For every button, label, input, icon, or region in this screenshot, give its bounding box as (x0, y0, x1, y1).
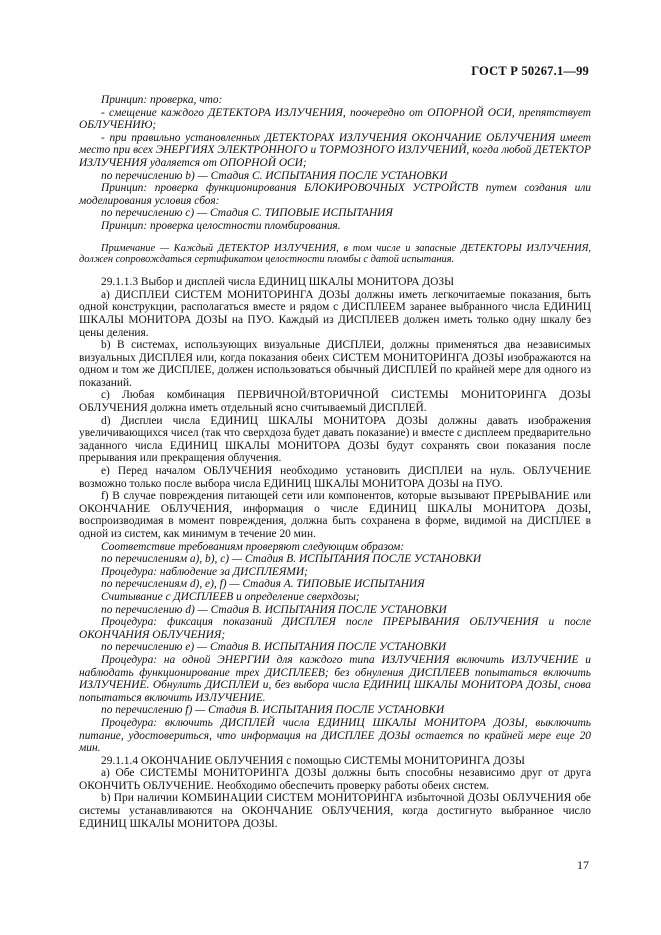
test-stage-line: по перечислениям d), е), f) — Стадия А. ТИПОВЫЕ ИСПЫТАНИЯ (101, 578, 425, 591)
document-body (79, 94, 591, 830)
test-stage-line: по перечислению d) — Стадия В. ИСПЫТАНИЯ ПОСЛЕ УСТАНОВКИ (101, 603, 447, 616)
procedure-line: Процедура: включить ДИСПЛЕЙ числа ЕДИНИЦ ШКАЛЫ МОНИТОРА ДОЗЫ, выключить питание, удостовериться, что информация на ДИСПЛЕЕ ДОЗЫ остается по крайней мере еще 20 мин. (79, 716, 591, 755)
principle-line: Принцип: проверка, что: (101, 94, 223, 106)
test-stage-line: по перечислению е) — Стадия В. ИСПЫТАНИЯ ПОСЛЕ УСТАНОВКИ (101, 641, 447, 654)
test-stage-line: по перечислению b) — Стадия С. ИСПЫТАНИЯ ПОСЛЕ УСТАНОВКИ (101, 169, 448, 182)
principle-line: Принцип: проверка функционирования БЛОКИРОВОЧНЫХ УСТРОЙСТВ путем создания или моделирования условия сбоя: (79, 182, 591, 207)
paragraph: f) В случае повреждения питающей сети или компонентов, которые вызывают ПРЕРЫВАНИЕ или ОКОНЧАНИЕ ОБЛУЧЕНИЯ, информация о числе ЕДИНИЦ ШКАЛЫ МОНИТОРА ДОЗЫ, воспроизводимая в момент повреждения, должна быть сохранена в форме, видимой на ДИСПЛЕЕ в одной из систем, как минимум в течение 20 мин. (79, 490, 591, 540)
document-header: ГОСТ Р 50267.1—99 (471, 64, 589, 78)
paragraph: b) При наличии КОМБИНАЦИИ СИСТЕМ МОНИТОРИНГА избыточной ДОЗЫ ОБЛУЧЕНИЯ обе системы устанавливаются на ОКОНЧАНИЕ ОБЛУЧЕНИЯ, когда достигнуто выбранное число ЕДИНИЦ ШКАЛЫ МОНИТОРА ДОЗЫ. (79, 792, 591, 830)
test-stage-line: по перечислению f) — Стадия В. ИСПЫТАНИЯ ПОСЛЕ УСТАНОВКИ (101, 704, 445, 717)
principle-item: - при правильно установленных ДЕТЕКТОРАХ ИЗЛУЧЕНИЯ ОКОНЧАНИЕ ОБЛУЧЕНИЯ имеет место при всех ЭНЕРГИЯХ ЭЛЕКТРОННОГО и ТОРМОЗНОГО ИЗЛУЧЕНИЙ, когда любой ДЕТЕКТОР ИЗЛУЧЕНИЯ удаляется от ОПОРНОЙ ОСИ; (79, 131, 591, 169)
paragraph: а) ДИСПЛЕИ СИСТЕМ МОНИТОРИНГА ДОЗЫ должны иметь легкочитаемые показания, быть одной конструкции, располагаться вместе и рядом с ДИСПЛЕЕМ заранее выбранного числа ЕДИНИЦ ШКАЛЫ МОНИТОРА ДОЗЫ на ПУО. Каждый из ДИСПЛЕЕВ должен иметь только одну шкалу без цены деления. (79, 288, 591, 339)
test-stage-line: по перечислению с) — Стадия С. ТИПОВЫЕ ИСПЫТАНИЯ (101, 207, 393, 220)
principle-line: Принцип: проверка целостности пломбирования. (101, 219, 341, 232)
note-paragraph: Примечание — Каждый ДЕТЕКТОР ИЗЛУЧЕНИЯ, в том числе и запасные ДЕТЕКТОРЫ ИЗЛУЧЕНИЯ, должен сопровождаться сертификатом целостности пломбы с датой испытания. (79, 242, 591, 266)
compliance-line: Соответствие требованиям проверяют следующим образом: (101, 540, 405, 553)
paragraph: d) Дисплеи числа ЕДИНИЦ ШКАЛЫ МОНИТОРА ДОЗЫ должны давать изображения увеличивающихся чисел (так что сверхдоза будет давать показание) и вместе с дисплеем предварительно заданного числа ЕДИНИЦ ШКАЛЫ МОНИТОРА ДОЗЫ будут сохранять свои показания после прерывания или прекращения облучения. (79, 414, 591, 465)
paragraph: b) В системах, использующих визуальные ДИСПЛЕИ, должны применяться два независимых визуальных ДИСПЛЕЯ или, когда показания обеих СИСТЕМ МОНИТОРИНГА ДОЗЫ изображаются на одном и том же ДИСПЛЕЕ, должен использоваться обычный ДИСПЛЕЙ по крайней мере для одного из показаний. (79, 339, 591, 389)
section-heading: 29.1.1.4 ОКОНЧАНИЕ ОБЛУЧЕНИЯ с помощью СИСТЕМЫ МОНИТОРИНГА ДОЗЫ (101, 754, 525, 767)
procedure-line: Считывание с ДИСПЛЕЕВ и определение сверхдозы; (101, 590, 360, 603)
procedure-line: Процедура: наблюдение за ДИСПЛЕЯМИ; (101, 565, 308, 578)
paragraph: с) Любая комбинация ПЕРВИЧНОЙ/ВТОРИЧНОЙ СИСТЕМЫ МОНИТОРИНГА ДОЗЫ ОБЛУЧЕНИЯ должна иметь отдельный ясно считываемый ДИСПЛЕЙ. (79, 389, 591, 415)
paragraph: е) Перед началом ОБЛУЧЕНИЯ необходимо установить ДИСПЛЕИ на нуль. ОБЛУЧЕНИЕ возможно только после выбора числа ЕДИНИЦ ШКАЛЫ МОНИТОРА ДОЗЫ на ПУО. (79, 465, 591, 490)
procedure-line: Процедура: на одной ЭНЕРГИИ для каждого типа ИЗЛУЧЕНИЯ включить ИЗЛУЧЕНИЕ и наблюдать функционирование трех ДИСПЛЕЕВ; без обнуления ДИСПЛЕЕВ попытаться включить ИЗЛУЧЕНИЕ. Обнулить ДИСПЛЕИ и, без выбора числа ЕДИНИЦ ШКАЛЫ МОНИТОРА ДОЗЫ, снова попытаться включить ИЗЛУЧЕНИЕ. (79, 653, 591, 704)
page-number: 17 (577, 858, 589, 872)
principle-item: - смещение каждого ДЕТЕКТОРА ИЗЛУЧЕНИЯ, поочередно от ОПОРНОЙ ОСИ, препятствует ОБЛУЧЕНИЮ; (79, 106, 591, 132)
section-heading: 29.1.1.3 Выбор и дисплей числа ЕДИНИЦ ШКАЛЫ МОНИТОРА ДОЗЫ (101, 276, 455, 289)
paragraph: а) Обе СИСТЕМЫ МОНИТОРИНГА ДОЗЫ должны быть способны независимо друг от друга ОКОНЧИТЬ ОБЛУЧЕНИЕ. Необходимо обеспечить проверку работы обеих систем. (79, 767, 591, 792)
test-stage-line: по перечислениям а), b), с) — Стадия В. ИСПЫТАНИЯ ПОСЛЕ УСТАНОВКИ (101, 553, 482, 566)
procedure-line: Процедура: фиксация показаний ДИСПЛЕЯ после ПРЕРЫВАНИЯ ОБЛУЧЕНИЯ и после ОКОНЧАНИЯ ОБЛУЧЕНИЯ; (79, 616, 591, 641)
